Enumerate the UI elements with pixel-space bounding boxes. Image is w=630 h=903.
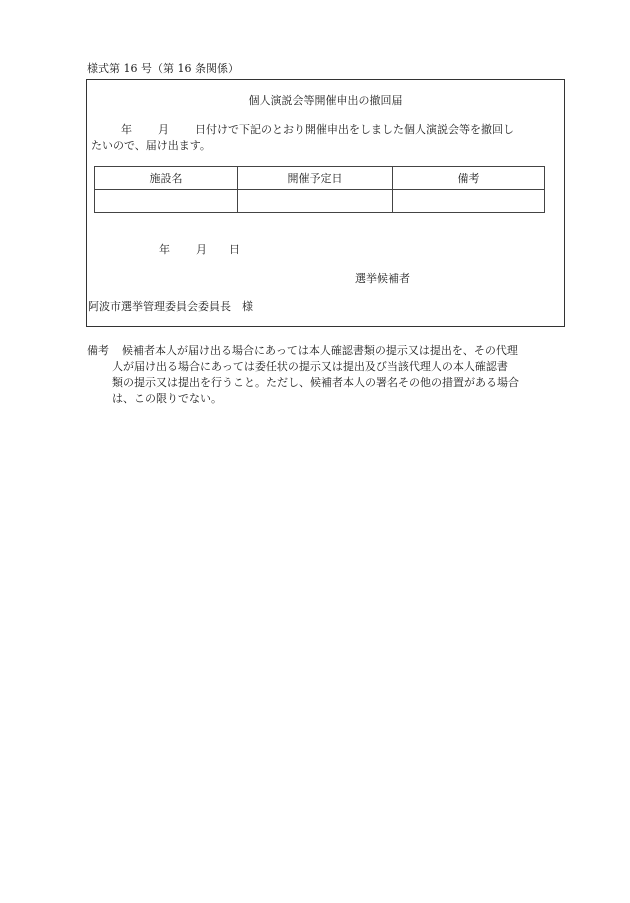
date-year-label: 年 (159, 243, 170, 256)
form-frame (86, 79, 565, 327)
date-day-label: 日 (229, 243, 240, 256)
form-body (91, 122, 556, 154)
body-year-label: 年 (121, 123, 132, 136)
body-day-text: 日付けで下記のとおり開催申出をしました個人演説会等を撤回し (195, 123, 514, 136)
header-scheduled-date: 開催予定日 (238, 167, 393, 190)
cell-remarks[interactable] (393, 190, 545, 213)
remarks-line: 候補者本人が届け出る場合にあっては本人確認書類の提示又は提出を、その代理 (122, 344, 518, 357)
cell-facility-name[interactable] (95, 190, 238, 213)
addressee: 阿波市選挙管理委員会委員長 様 (88, 300, 253, 313)
remarks-line: は、この限りでない。 (112, 392, 222, 405)
remarks-label: 備考 (87, 344, 109, 357)
remarks-text (112, 343, 549, 407)
form-number: 様式第 16 号（第 16 条関係） (87, 62, 239, 75)
submission-date (159, 243, 240, 257)
remarks-section (87, 343, 549, 407)
body-line-2: たいので、届け出ます。 (91, 139, 211, 152)
remarks-line: 類の提示又は提出を行うこと。ただし、候補者本人の署名その他の措置がある場合 (112, 376, 519, 389)
header-facility-name: 施設名 (95, 167, 238, 190)
cell-scheduled-date[interactable] (238, 190, 393, 213)
table-header-row (95, 167, 545, 190)
remarks-line: 人が届け出る場合にあっては委任状の提示又は提出及び当該代理人の本人確認書 (112, 360, 508, 373)
body-line-1 (91, 122, 556, 138)
candidate-label: 選挙候補者 (355, 272, 410, 285)
table-row (95, 190, 545, 213)
form-title: 個人演説会等開催申出の撤回届 (248, 94, 403, 107)
facility-table (94, 166, 545, 213)
body-month-label: 月 (158, 123, 169, 136)
header-remarks: 備考 (393, 167, 545, 190)
date-month-label: 月 (196, 243, 207, 256)
